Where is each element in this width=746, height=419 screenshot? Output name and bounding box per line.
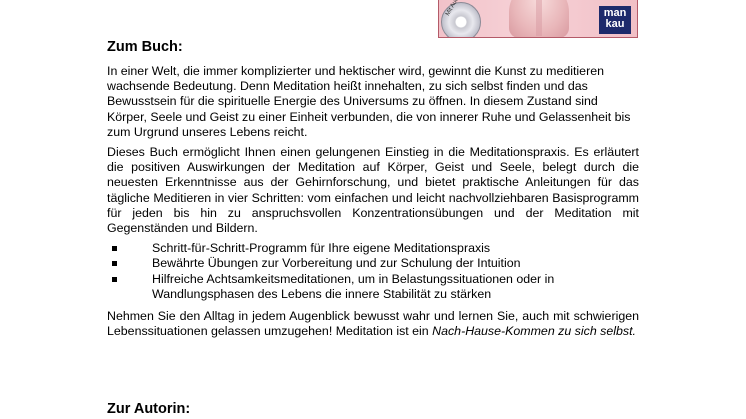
list-item-text: Hilfreiche Achtsamkeitsmeditationen, um in Belastungssituationen oder in Wandlungsphasen des Lebens die innere Stabilität zu stärken	[152, 271, 555, 301]
publisher-logo-line1: man	[603, 7, 627, 19]
bullet-square-icon	[112, 261, 117, 266]
bullet-square-icon	[112, 246, 117, 251]
praying-hands-photo	[509, 0, 569, 38]
list-item-text: Bewährte Übungen zur Vorbereitung und zur Schulung der Intuition	[152, 256, 521, 271]
list-item	[107, 256, 639, 271]
list-item-text: Schritt-für-Schritt-Programm für Ihre eigene Meditationspraxis	[152, 241, 491, 256]
feature-list	[107, 241, 639, 302]
list-item	[107, 241, 639, 256]
list-item	[107, 272, 639, 302]
paragraph-intro: In einer Welt, die immer komplizierter und hektischer wird, gewinnt die Kunst zu meditieren wachsende Bedeutung. Denn Meditation heißt innehalten, zu sich selbst finden und das Bewusstsein für die spirituelle Energie des Universums zu öffnen. In diesem Zustand sind Körper, Seele und Geist zu einer Einheit verbunden, die von innerer Ruhe und Gelassenheit bis zum Urgrund unseres Lebens reicht.	[107, 64, 631, 139]
closing-italic-text: Nach-Hause-Kommen zu sich selbst.	[432, 324, 636, 339]
section-heading-book: Zum Buch:	[107, 39, 183, 55]
paragraph-closing	[107, 309, 639, 339]
bullet-square-icon	[112, 277, 117, 282]
closing-text: Nehmen Sie den Alltag in jedem Augenblick bewusst wahr und lernen Sie, auch mit schwierigen Lebenssituationen gelassen umzugehen! Meditation ist ein	[107, 309, 639, 339]
publisher-logo-line2: kau	[605, 18, 625, 30]
section-heading-author: Zur Autorin:	[107, 401, 191, 417]
publisher-logo	[599, 6, 631, 34]
paragraph-book-content: Dieses Buch ermöglicht Ihnen einen gelungenen Einstieg in die Meditationspraxis. Es erläutert die positiven Auswirkungen der Meditation auf Körper, Geist und Seele, belegt durch die neuesten Erkenntnisse aus der Gehirnforschung, und bietet praktische Anleitungen für das tägliche Meditieren in vier Schritten: vom einfachen und leicht nachvollziehbaren Basisprogramm für jeden bis hin zu anspruchsvollen Konzentrationsübungen und der Meditation mit Gegenständen und Bildern.	[107, 145, 639, 236]
book-cover-image	[438, 0, 638, 38]
audio-cd-badge	[441, 2, 481, 38]
book-description	[107, 39, 639, 344]
